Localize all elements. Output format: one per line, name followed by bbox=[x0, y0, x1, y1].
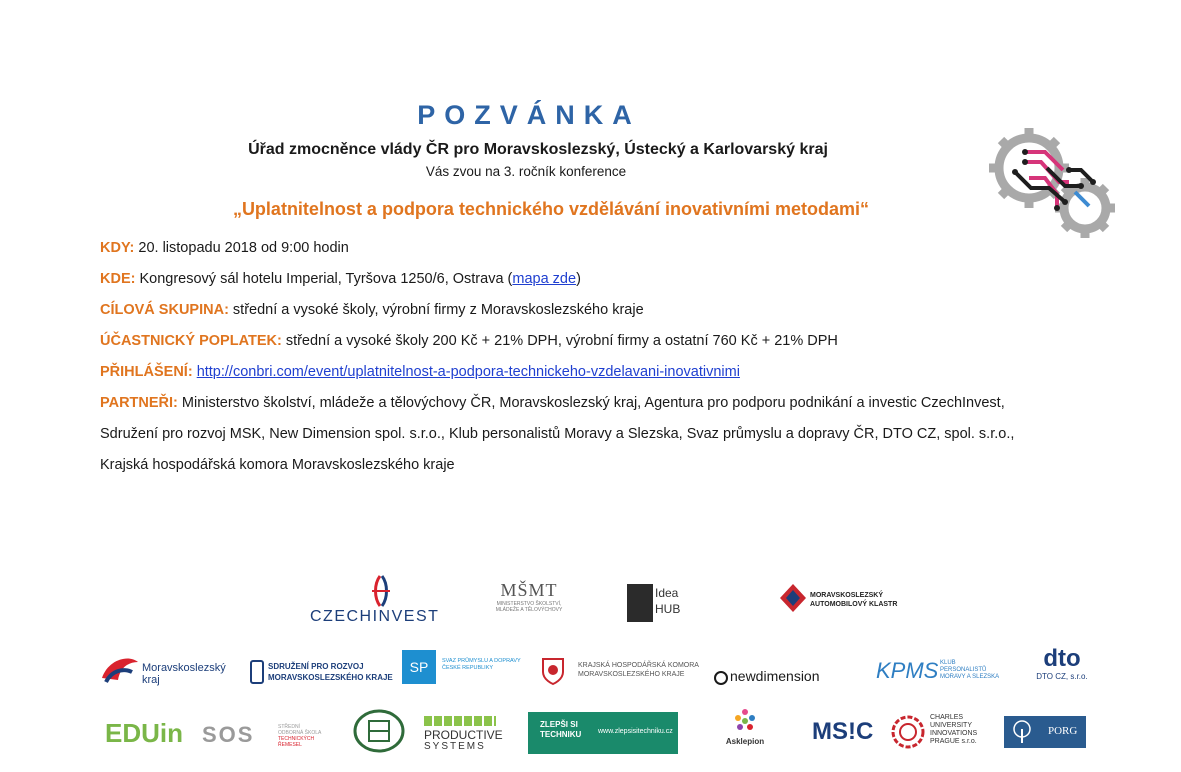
charles-text-4: PRAGUE s.r.o. bbox=[930, 738, 977, 745]
detail-partners bbox=[100, 395, 1005, 411]
zlepsi-logo bbox=[528, 712, 678, 754]
conference-title: „Uplatnitelnost a podpora technického vzdělávání inovativními metodami“ bbox=[232, 199, 870, 219]
charles-logo bbox=[890, 712, 990, 754]
svaz-logo bbox=[402, 650, 522, 686]
newdimension-mark-icon bbox=[714, 671, 728, 685]
where-label: KDE: bbox=[100, 271, 136, 287]
where-value: Kongresový sál hotelu Imperial, Tyršova 1250/6, Ostrava ( bbox=[135, 271, 513, 287]
autoklastr-mark-icon bbox=[778, 582, 808, 614]
page-title: POZVÁNKA bbox=[417, 100, 641, 130]
ideahub-logo bbox=[627, 584, 681, 624]
audience-label: CÍLOVÁ SKUPINA: bbox=[100, 302, 229, 318]
sos-logo bbox=[202, 722, 342, 752]
charles-text-3: INNOVATIONS bbox=[930, 730, 978, 737]
mskraj-text-2: kraj bbox=[142, 674, 160, 686]
newdimension-logo bbox=[714, 668, 844, 688]
kpms-text-1: KLUB bbox=[940, 660, 956, 666]
autoklastr-logo bbox=[778, 582, 898, 622]
sos-text-2: ODBORNÁ ŠKOLA bbox=[278, 730, 322, 736]
asklepion-logo bbox=[720, 708, 770, 748]
porg-text: PORG bbox=[1048, 725, 1078, 737]
when-label: KDY: bbox=[100, 240, 135, 256]
partners-line2: Sdružení pro rozvoj MSK, New Dimension spol. s.r.o., Klub personalistů Moravy a Slezska, Svaz průmyslu a dopravy ČR, DTO CZ, spol. s.r.o., bbox=[100, 426, 1015, 442]
productive-text-1: PRODUCTIVE bbox=[424, 728, 503, 742]
partners-line3: Krajská hospodářská komora Moravskoslezského kraje bbox=[100, 457, 455, 473]
kpms-mark: KPMS bbox=[876, 658, 939, 683]
czechinvest-logo bbox=[310, 574, 450, 628]
tree-icon bbox=[1008, 720, 1036, 744]
czechinvest-mark-icon bbox=[370, 574, 392, 608]
charles-text-2: UNIVERSITY bbox=[930, 722, 973, 729]
detail-when bbox=[100, 240, 349, 256]
school-crest-icon bbox=[352, 708, 406, 754]
sos-text-4: ŘEMESEL bbox=[278, 742, 302, 748]
fee-label: ÚČASTNICKÝ POPLATEK: bbox=[100, 333, 282, 349]
eduin-logo: EDUin bbox=[105, 718, 183, 748]
msmt-subtitle: MINISTERSTVO ŠKOLSTVÍ, MLÁDEŽE A TĚLOVÝCHOVY bbox=[495, 601, 563, 613]
sdruzeni-mark-icon bbox=[250, 660, 264, 684]
sdruzeni-logo bbox=[250, 658, 393, 688]
ideahub-text-2: HUB bbox=[655, 602, 681, 616]
charles-text-1: CHARLES bbox=[930, 714, 964, 721]
fee-value: střední a vysoké školy 200 Kč + 21% DPH, výrobní firmy a ostatní 760 Kč + 21% DPH bbox=[281, 333, 838, 349]
mskraj-logo bbox=[98, 654, 228, 688]
detail-fee bbox=[100, 333, 838, 349]
dto-text: DTO CZ, s.r.o. bbox=[1036, 672, 1088, 681]
zlepsi-text-2: TECHNIKU bbox=[540, 730, 582, 739]
partners-line1: Ministerstvo školství, mládeže a tělovýchovy ČR, Moravskoslezský kraj, Agentura pro podporu podnikání a investic CzechInvest, bbox=[177, 395, 1005, 411]
asklepion-mark-icon bbox=[732, 708, 758, 732]
mskraj-mark-icon bbox=[98, 654, 140, 686]
registration-link[interactable]: http://conbri.com/event/uplatnitelnost-a-podpora-technickeho-vzdelavani-inovativnimi bbox=[196, 364, 740, 380]
dto-logo bbox=[1030, 646, 1094, 688]
khk-text-2: MORAVSKOSLEZSKÉHO KRAJE bbox=[578, 671, 685, 678]
charles-mark-icon bbox=[890, 714, 926, 750]
detail-registration bbox=[100, 364, 740, 380]
autoklastr-text-1: MORAVSKOSLEZSKÝ bbox=[810, 592, 883, 599]
sos-text-1: STŘEDNÍ bbox=[278, 724, 300, 730]
sdruzeni-text-1: SDRUŽENÍ PRO ROZVOJ bbox=[268, 662, 364, 671]
where-suffix: ) bbox=[576, 271, 581, 287]
khk-crest-icon bbox=[540, 656, 566, 686]
msmt-logo bbox=[486, 580, 572, 624]
partners-label: PARTNEŘI: bbox=[100, 395, 178, 411]
asklepion-text: Asklepion bbox=[725, 737, 765, 746]
mskraj-text-1: Moravskoslezský bbox=[142, 662, 226, 674]
zlepsi-url: www.zlepsisitechniku.cz bbox=[598, 728, 673, 735]
kpms-text-2: PERSONALISTŮ bbox=[940, 667, 987, 673]
detail-where bbox=[100, 271, 581, 287]
gears-icon bbox=[985, 122, 1121, 240]
ideahub-text-1: Idea bbox=[655, 586, 679, 600]
kpms-text-3: MORAVY A SLEZSKA bbox=[940, 674, 1000, 680]
sos-mark: SOS bbox=[202, 722, 255, 747]
zlepsi-text-1: ZLEPŠI SI bbox=[540, 720, 578, 729]
productive-mark-icon bbox=[424, 716, 496, 726]
dto-mark: dto bbox=[1043, 645, 1081, 672]
when-value: 20. listopadu 2018 od 9:00 hodin bbox=[134, 240, 349, 256]
msic-logo: MS!C bbox=[812, 718, 874, 745]
invite-line: Vás zvou na 3. ročník konference bbox=[425, 164, 627, 179]
newdimension-text: newdimension bbox=[730, 668, 820, 684]
kpms-logo bbox=[876, 658, 1006, 688]
autoklastr-text-2: AUTOMOBILOVÝ KLASTR bbox=[810, 601, 898, 608]
svaz-text-2: ČESKÉ REPUBLIKY bbox=[442, 665, 494, 671]
audience-value: střední a vysoké školy, výrobní firmy z Moravskoslezského kraje bbox=[228, 302, 644, 318]
map-link[interactable]: mapa zde bbox=[512, 271, 577, 287]
svaz-text-1: SVAZ PRŮMYSLU A DOPRAVY bbox=[442, 658, 521, 664]
productive-logo bbox=[424, 716, 504, 756]
productive-text-2: SYSTEMS bbox=[424, 741, 486, 752]
organizer: Úřad zmocněnce vlády ČR pro Moravskoslezský, Ústecký a Karlovarský kraj bbox=[248, 141, 828, 158]
sdruzeni-text-2: MORAVSKOSLEZSKÉHO KRAJE bbox=[268, 673, 393, 682]
czechinvest-text: CZECHINVEST bbox=[310, 608, 440, 625]
svaz-mark: SP bbox=[402, 650, 436, 684]
detail-audience bbox=[100, 302, 644, 318]
ideahub-mark-icon bbox=[627, 584, 653, 622]
khk-logo bbox=[540, 656, 700, 688]
porg-logo bbox=[1004, 716, 1086, 748]
khk-text-1: KRAJSKÁ HOSPODÁŘSKÁ KOMORA bbox=[578, 662, 699, 669]
msmt-mark: MŠMT bbox=[500, 580, 558, 600]
sos-text-3: TECHNICKÝCH bbox=[278, 736, 315, 742]
registration-label: PŘIHLÁŠENÍ: bbox=[100, 364, 193, 380]
